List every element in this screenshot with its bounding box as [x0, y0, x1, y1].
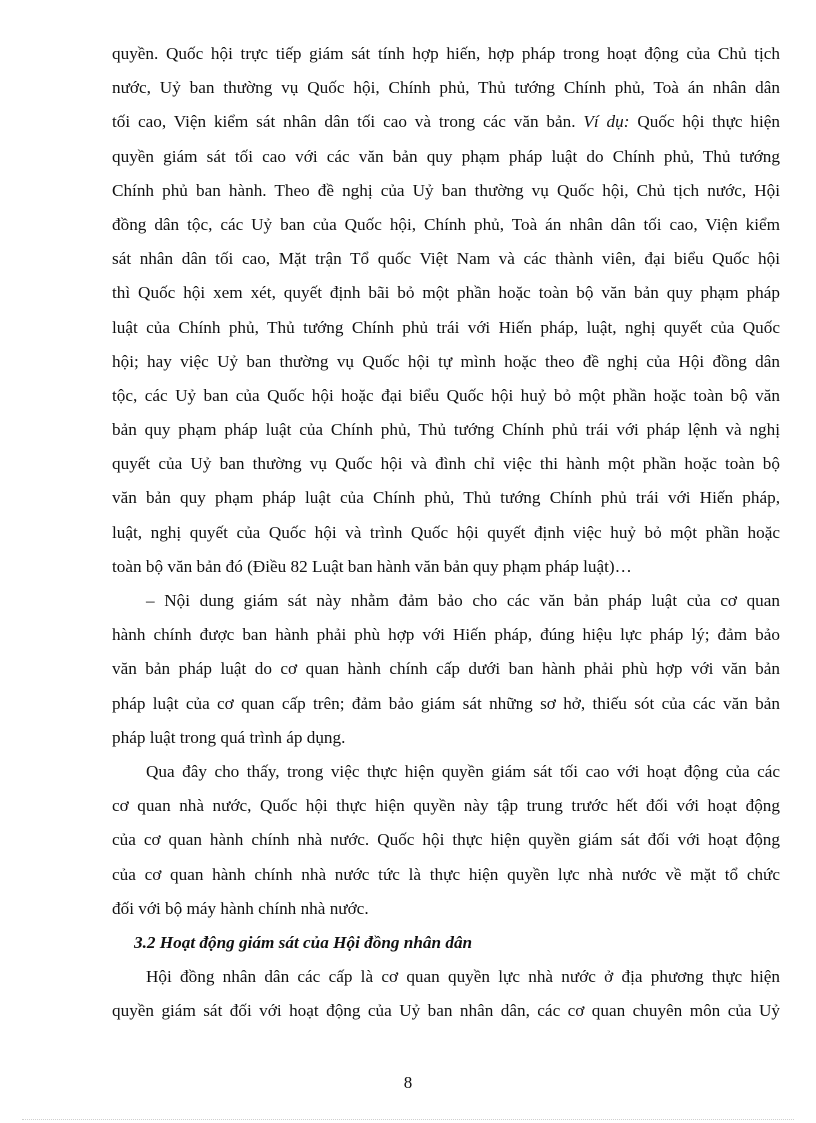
- text-line: Hội đồng nhân dân các cấp là cơ quan quyền lực nhà nước ở địa phương thực hiện: [146, 967, 780, 987]
- text-line: của cơ quan hành chính nhà nước tức là thực hiện quyền lực nhà nước về mặt tổ chức: [112, 864, 780, 884]
- text-line: thì Quốc hội xem xét, quyết định bãi bỏ một phần hoặc toàn bộ văn bản quy phạm pháp: [112, 283, 780, 303]
- text-line: bản quy phạm pháp luật của Chính phủ, Thủ tướng Chính phủ trái với pháp lệnh và nghị: [112, 420, 780, 440]
- text-fragment: Quốc hội thực hiện: [629, 112, 781, 132]
- text-line: Qua đây cho thấy, trong việc thực hiện quyền giám sát tối cao với hoạt động của các: [146, 761, 780, 781]
- document-body: [112, 37, 780, 1028]
- text-line: nước, Uỷ ban thường vụ Quốc hội, Chính phủ, Thủ tướng Chính phủ, Toà án nhân dân: [112, 78, 780, 98]
- text-line: quyết của Uỷ ban thường vụ Quốc hội và đình chỉ việc thi hành một phần hoặc toàn bộ: [112, 454, 780, 474]
- text-line: Chính phủ ban hành. Theo đề nghị của Uỷ ban thường vụ Quốc hội, Chủ tịch nước, Hội: [112, 180, 780, 200]
- footer-divider: [22, 1119, 794, 1120]
- text-line: hành chính được ban hành phải phù hợp với Hiến pháp, đúng hiệu lực pháp lý; đảm bảo: [112, 625, 780, 645]
- text-line: luật của Chính phủ, Thủ tướng Chính phủ trái với Hiến pháp, luật, nghị quyết của Quốc: [112, 317, 780, 337]
- section-heading: 3.2 Hoạt động giám sát của Hội đồng nhân dân: [134, 932, 473, 952]
- text-line: [112, 105, 780, 139]
- text-line: quyền giám sát tối cao với các văn bản quy phạm pháp luật do Chính phủ, Thủ tướng: [112, 146, 780, 166]
- text-line: đối với bộ máy hành chính nhà nước.: [112, 898, 369, 918]
- text-line: sát nhân dân tối cao, Mặt trận Tổ quốc Việt Nam và các thành viên, đại biểu Quốc hội: [112, 249, 780, 269]
- example-label: Ví dụ:: [583, 112, 630, 132]
- text-line: cơ quan nhà nước, Quốc hội thực hiện quyền này tập trung trước hết đối với hoạt động: [112, 796, 780, 816]
- text-line: quyền. Quốc hội trực tiếp giám sát tính hợp hiến, hợp pháp trong hoạt động của Chủ tịch: [112, 44, 780, 63]
- text-line: pháp luật trong quá trình áp dụng.: [112, 727, 346, 747]
- text-fragment: tối cao, Viện kiểm sát nhân dân tối cao và trong các văn bản.: [112, 112, 576, 132]
- text-line: văn bản pháp luật do cơ quan hành chính cấp dưới ban hành phải phù hợp với văn bản: [112, 659, 780, 679]
- text-line: văn bản quy phạm pháp luật của Chính phủ, Thủ tướng Chính phủ trái với Hiến pháp,: [112, 488, 780, 508]
- text-line: toàn bộ văn bản đó (Điều 82 Luật ban hành văn bản quy phạm pháp luật)…: [112, 556, 632, 576]
- text-line: đồng dân tộc, các Uỷ ban của Quốc hội, Chính phủ, Toà án nhân dân tối cao, Viện kiểm: [112, 214, 780, 234]
- text-line: luật, nghị quyết của Quốc hội và trình Quốc hội quyết định việc huỷ bỏ một phần hoặc: [112, 522, 780, 542]
- text-line: pháp luật của cơ quan cấp trên; đảm bảo giám sát những sơ hở, thiếu sót của các văn bản: [112, 693, 780, 713]
- text-line: quyền giám sát đối với hoạt động của Uỷ ban nhân dân, các cơ quan chuyên môn của Uỷ: [112, 1001, 780, 1021]
- text-line: của cơ quan hành chính nhà nước. Quốc hội thực hiện quyền giám sát đối với hoạt động: [112, 830, 780, 850]
- text-line: – Nội dung giám sát này nhằm đảm bảo cho các văn bản pháp luật của cơ quan: [146, 591, 780, 610]
- text-line: hội; hay việc Uỷ ban thường vụ Quốc hội tự mình hoặc theo đề nghị của Hội đồng dân: [112, 351, 780, 371]
- page-number: 8: [403, 1073, 413, 1092]
- text-line: tộc, các Uỷ ban của Quốc hội hoặc đại biểu Quốc hội huỷ bỏ một phần hoặc toàn bộ văn: [112, 385, 780, 405]
